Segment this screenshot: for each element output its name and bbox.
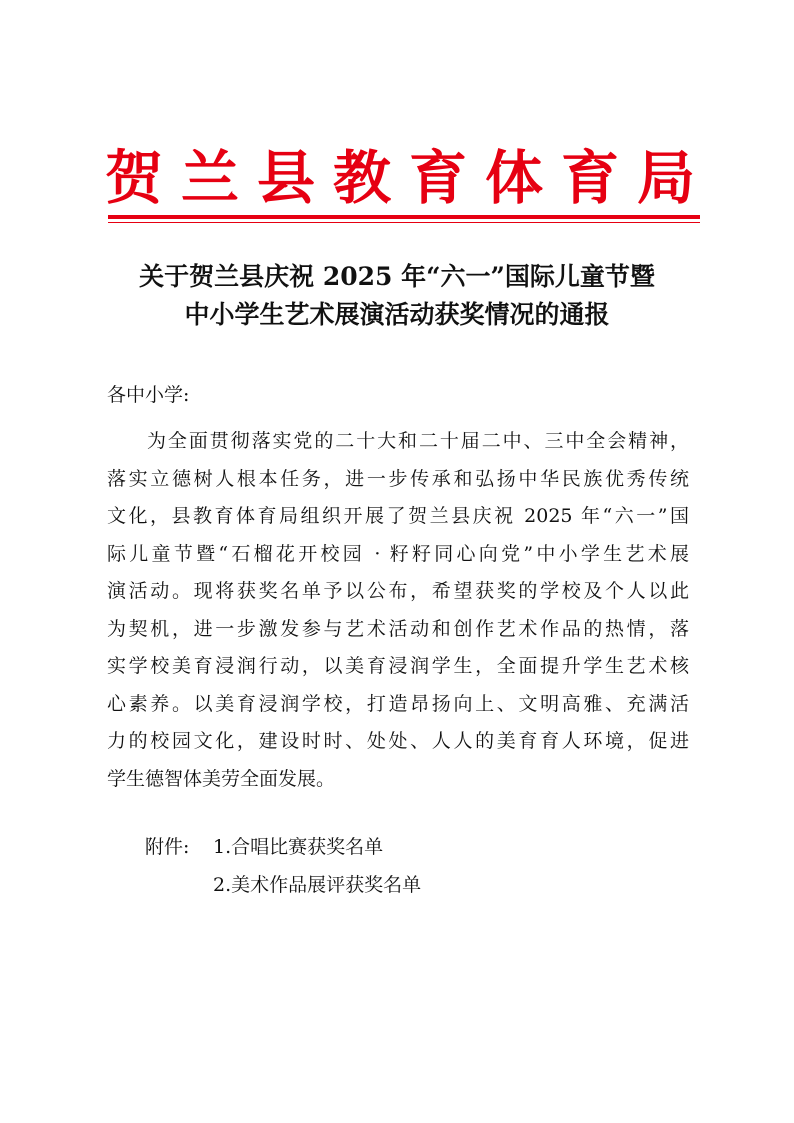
body-line: 实学校美育浸润行动，以美育浸润学生，全面提升学生艺术核 [107,655,689,677]
issuing-authority-header: 贺兰县教育体育局 [105,144,695,212]
document-title-line-2: 中小学生艺术展演活动获奖情况的通报 [184,300,610,329]
attachment-row [145,828,421,866]
document-title [100,258,694,334]
body-line: 心素养。以美育浸润学校，打造昂扬向上、文明高雅、充满活 [107,692,689,715]
body-line: 为契机，进一步激发参与艺术活动和创作艺术作品的热情，落 [107,617,689,640]
document-title-line-1: 关于贺兰县庆祝 2025 年“六一”国际儿童节暨 [139,262,655,291]
red-header-rule-thick [108,215,700,219]
attachment-item: 1.合唱比赛获奖名单 [213,836,384,858]
body-line: 文化，县教育体育局组织开展了贺兰县庆祝 2025 年“六一”国 [107,505,689,527]
attachments-label: 附件: [145,836,190,858]
body-line: 为全面贯彻落实党的二十大和二十届二中、三中全会精神， [147,430,689,452]
attachment-item: 2.美术作品展评获奖名单 [213,874,422,896]
attachments-list [145,828,421,904]
body-paragraph [107,423,689,798]
body-line: 力的校园文化，建设时时、处处、人人的美育育人环境，促进 [107,730,689,752]
salutation: 各中小学: [107,384,190,406]
body-line: 演活动。现将获奖名单予以公布，希望获奖的学校及个人以此 [107,580,689,602]
body-line: 际儿童节暨“石榴花开校园 · 籽籽同心向党”中小学生艺术展 [107,542,689,565]
attachment-row [145,866,421,904]
body-line: 落实立德树人根本任务，进一步传承和弘扬中华民族优秀传统 [107,467,689,490]
red-header-rule-thin [108,222,700,223]
body-line: 学生德智体美劳全面发展。 [107,767,336,790]
